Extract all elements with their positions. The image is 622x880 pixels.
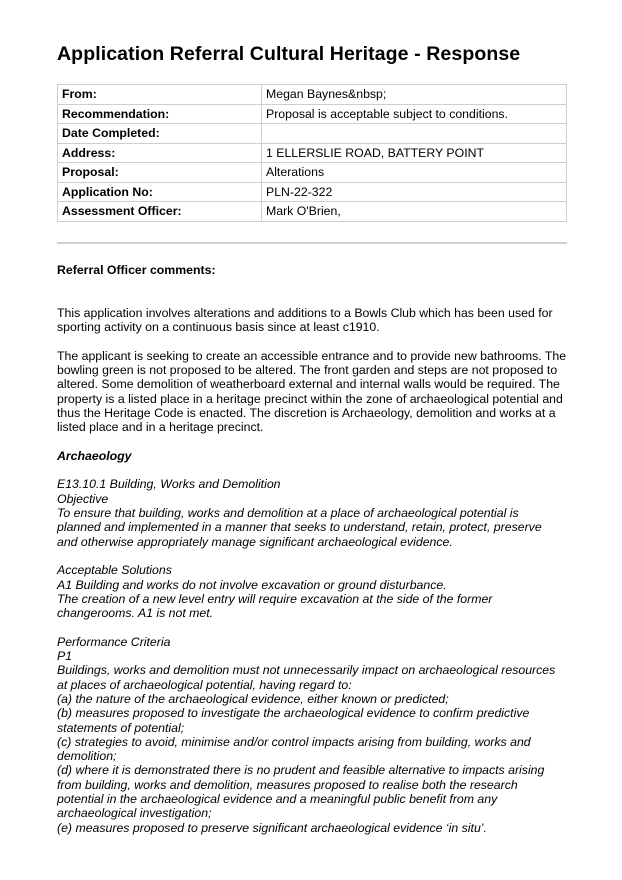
table-row	[58, 124, 567, 144]
paragraph-line: property is a listed place in a heritage precinct within the zone of archaeological potential and	[57, 391, 563, 406]
objective-label: Objective	[57, 491, 109, 506]
comments-heading: Referral Officer comments:	[57, 263, 216, 277]
paragraph-line: This application involves alterations and additions to a Bowls Club which has been used for	[57, 305, 553, 320]
application-no-label: Application No:	[58, 182, 262, 202]
objective-line: To ensure that building, works and demolition at a place of archaeological potential is	[57, 506, 519, 521]
paragraph-line: bowling green is not proposed to be altered. The front garden and steps are not proposed to	[57, 363, 558, 378]
paragraph-line: sporting activity on a continuous basis since at least c1910.	[57, 320, 380, 335]
paragraph-line: The applicant is seeking to create an accessible entrance and to provide new bathrooms. The	[57, 348, 567, 363]
performance-line: statements of potential;	[57, 720, 185, 735]
acceptable-solutions-label: Acceptable Solutions	[57, 563, 172, 578]
comments-body	[57, 263, 573, 835]
performance-line: from building, works and demolition, measures proposed to realise both the research	[57, 777, 518, 792]
table-row	[58, 143, 567, 163]
table-row	[58, 202, 567, 222]
recommendation-value: Proposal is acceptable subject to conditions.	[262, 104, 567, 124]
performance-line: at places of archaeological potential, having regard to:	[57, 677, 352, 692]
performance-line: (e) measures proposed to preserve significant archaeological evidence ‘in situ’.	[57, 820, 487, 835]
paragraph-line: thus the Heritage Code is enacted. The discretion is Archaeology, demolition and works at a	[57, 405, 556, 420]
acceptable-line: The creation of a new level entry will require excavation at the side of the former	[57, 591, 493, 606]
proposal-label: Proposal:	[58, 163, 262, 183]
performance-line: potential in the archaeological evidence and a meaningful public benefit from any	[57, 791, 498, 806]
recommendation-label: Recommendation:	[58, 104, 262, 124]
table-row	[58, 163, 567, 183]
date-completed-label: Date Completed:	[58, 124, 262, 144]
acceptable-line: changerooms. A1 is not met.	[57, 606, 214, 621]
performance-criteria-label: Performance Criteria	[57, 634, 171, 649]
from-value: Megan Baynes&nbsp;	[262, 85, 567, 105]
proposal-value: Alterations	[262, 163, 567, 183]
clause-title: E13.10.1 Building, Works and Demolition	[57, 477, 281, 492]
p1-label: P1	[57, 649, 73, 664]
archaeology-heading: Archaeology	[57, 448, 132, 463]
address-value: 1 ELLERSLIE ROAD, BATTERY POINT	[262, 143, 567, 163]
paragraph-line: altered. Some demolition of weatherboard external and internal walls would be required. The	[57, 377, 560, 392]
acceptable-line: A1 Building and works do not involve excavation or ground disturbance.	[57, 577, 447, 592]
assessment-officer-value: Mark O'Brien,	[262, 202, 567, 222]
paragraph-line: listed place and in a heritage precinct.	[57, 420, 264, 435]
address-label: Address:	[58, 143, 262, 163]
from-label: From:	[58, 85, 262, 105]
table-row	[58, 85, 567, 105]
section-divider	[57, 242, 567, 244]
performance-line: demolition;	[57, 749, 117, 764]
performance-line: Buildings, works and demolition must not unnecessarily impact on archaeological resources	[57, 663, 556, 678]
table-row	[58, 182, 567, 202]
performance-line: (d) where it is demonstrated there is no prudent and feasible alternative to impacts arising	[57, 763, 545, 778]
document-title: Application Referral Cultural Heritage - Response	[57, 43, 521, 65]
objective-line: and otherwise appropriately manage significant archaeological evidence.	[57, 534, 453, 549]
performance-line: (c) strategies to avoid, minimise and/or control impacts arising from building, works and	[57, 734, 531, 749]
objective-line: planned and implemented in a manner that seeks to understand, retain, protect, preserve	[57, 520, 542, 535]
performance-line: (a) the nature of the archaeological evidence, either known or predicted;	[57, 691, 449, 706]
table-row	[58, 104, 567, 124]
details-table	[57, 84, 567, 222]
performance-line: archaeological investigation;	[57, 806, 212, 821]
application-no-value: PLN-22-322	[262, 182, 567, 202]
performance-line: (b) measures proposed to investigate the archaeological evidence to confirm predictive	[57, 706, 530, 721]
assessment-officer-label: Assessment Officer:	[58, 202, 262, 222]
date-completed-value	[262, 124, 567, 144]
